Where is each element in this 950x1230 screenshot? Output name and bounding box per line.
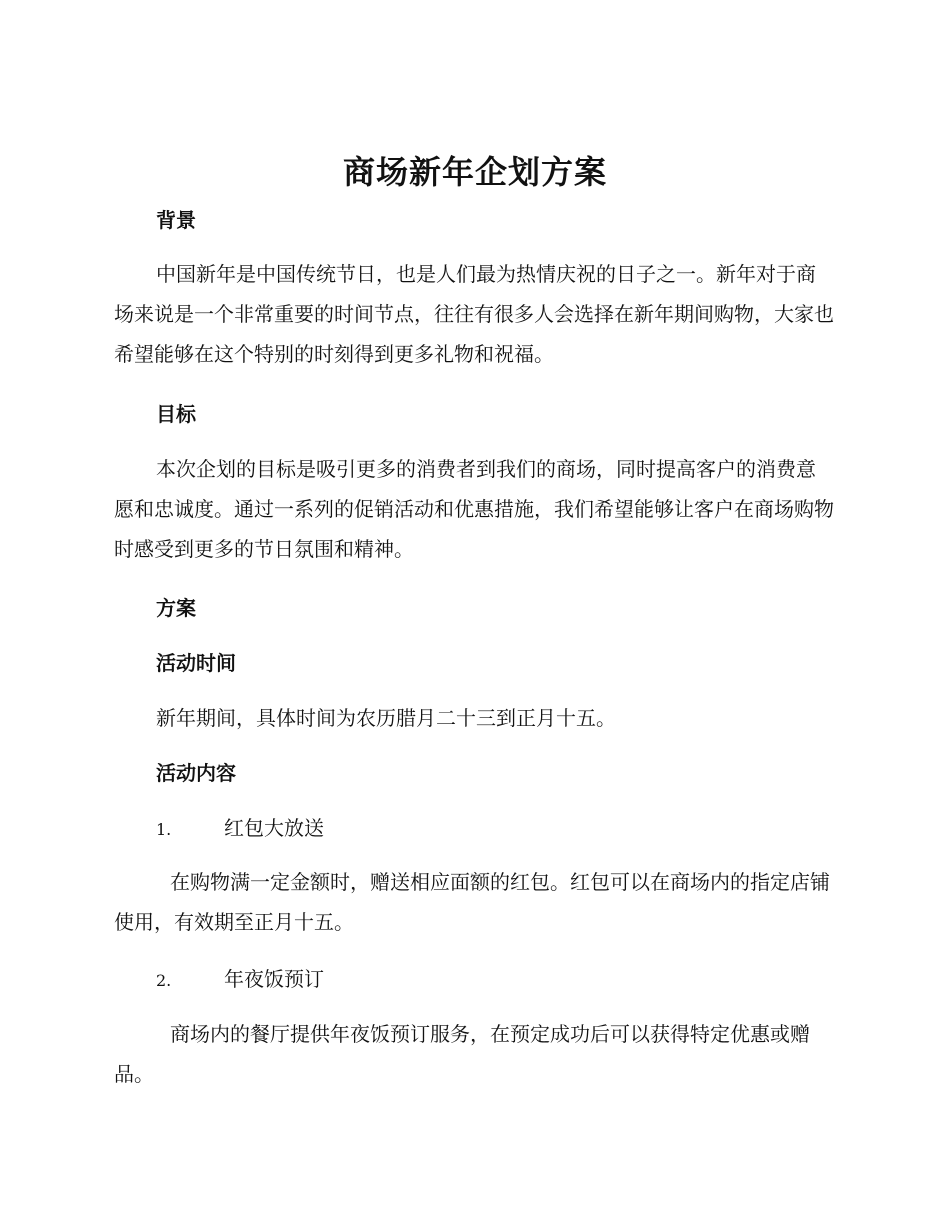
section-heading-goal: 目标 xyxy=(156,402,196,426)
list-item-text: 在购物满一定金额时，赠送相应面额的红包。红包可以在商场内的指定店铺使用，有效期至正月十五。 xyxy=(114,870,830,934)
section-heading-plan: 方案 xyxy=(156,596,196,620)
document-title: 商场新年企划方案 xyxy=(342,153,607,191)
section-text-background: 中国新年是中国传统节日，也是人们最为热情庆祝的日子之一。新年对于商场来说是一个非常重要的时间节点，往往有很多人会选择在新年期间购物，大家也希望能够在这个特别的时刻得到更多礼物和祝福。 xyxy=(114,262,834,366)
section-heading-time: 活动时间 xyxy=(156,651,236,675)
list-item-1 xyxy=(156,813,324,845)
section-text-goal: 本次企划的目标是吸引更多的消费者到我们的商场，同时提高客户的消费意愿和忠诚度。通过一系列的促销活动和优惠措施，我们希望能够让客户在商场购物时感受到更多的节日氛围和精神。 xyxy=(114,457,834,561)
list-item-number: 1. xyxy=(156,820,172,839)
section-heading-background: 背景 xyxy=(156,208,196,232)
list-item-label: 年夜饭预订 xyxy=(224,967,324,991)
list-item-number: 2. xyxy=(156,971,172,990)
list-item-2 xyxy=(156,964,324,996)
section-heading-content: 活动内容 xyxy=(156,761,236,785)
list-item-text: 商场内的餐厅提供年夜饭预订服务，在预定成功后可以获得特定优惠或赠品。 xyxy=(114,1022,810,1086)
section-text-time: 新年期间，具体时间为农历腊月二十三到正月十五。 xyxy=(156,706,616,730)
list-item-label: 红包大放送 xyxy=(224,816,324,840)
